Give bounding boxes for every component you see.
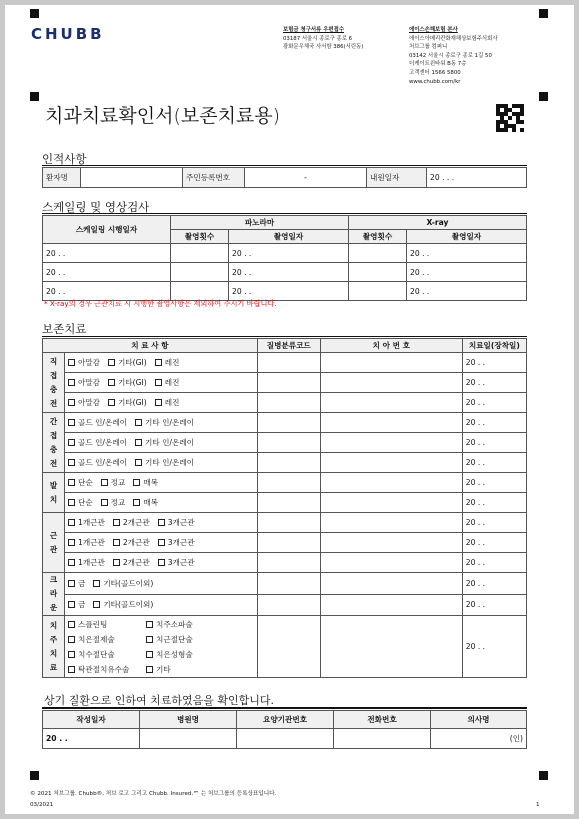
registration-mark [539,92,548,101]
checkbox-option[interactable] [113,518,150,527]
doctor-name-header: 의사명 [431,711,527,729]
divider [42,336,527,337]
checkbox-option[interactable] [108,398,147,407]
checkbox-label: 골드 인/온레이 [78,458,127,467]
checkbox-label: 단순 [78,478,93,487]
panorama-count-field[interactable] [171,282,229,301]
checkbox-option[interactable] [68,458,127,467]
section-conservative-treatment: 보존치료 [42,322,87,336]
checkbox-icon[interactable] [68,636,75,643]
tooth-number-header: 치 아 번 호 [320,339,462,353]
xray-count-field[interactable] [349,244,407,263]
treatment-date-field[interactable]: 20 . . [462,573,526,595]
xray-count-header: 촬영횟수 [349,230,407,244]
checkbox-option[interactable] [68,438,127,447]
resident-id-label: 주민등록번호 [183,168,245,188]
checkbox-label: 치은절제술 [78,634,115,644]
checkbox-icon[interactable] [135,439,142,446]
checkbox-option[interactable] [68,600,85,609]
table-row [43,616,527,678]
treatment-options [65,373,258,393]
table-row [43,413,527,433]
disease-code-field[interactable] [257,573,320,595]
treatment-date-field[interactable]: 20 . . [462,433,526,453]
treatment-date-field[interactable]: 20 . . [462,353,526,373]
tooth-number-field[interactable] [320,413,462,433]
treatment-options [65,473,258,493]
page-title: 치과치료확인서(보존치료용) [45,105,281,127]
hospital-name-field[interactable] [140,729,237,749]
treatment-date-field[interactable]: 20 . . [462,453,526,473]
patient-name-field[interactable] [81,168,183,188]
registration-mark [539,771,548,780]
table-row [43,533,527,553]
checkbox-icon[interactable] [146,636,153,643]
write-date-field[interactable]: 20 . . [43,729,140,749]
xray-date-field[interactable]: 20 . . [407,244,527,263]
table-row [43,493,527,513]
treatment-date-header: 치료일(장착일) [462,339,526,353]
treatment-items-header: 치 료 사 항 [43,339,258,353]
treatment-table [42,338,527,678]
divider [42,213,527,214]
table-row [43,353,527,373]
tooth-number-field[interactable] [320,353,462,373]
checkbox-label: 정교 [110,498,126,507]
checkbox-icon[interactable] [108,399,115,406]
checkbox-icon[interactable] [158,559,165,566]
checkbox-option[interactable] [113,558,150,567]
signature-table [42,710,527,749]
disease-code-field[interactable] [257,553,320,573]
checkbox-icon[interactable] [146,666,153,673]
checkbox-label: 1개근관 [78,538,105,547]
hospital-name-header: 병원명 [140,711,237,729]
checkbox-option[interactable] [146,649,254,660]
tooth-number-field[interactable] [320,594,462,616]
divider [42,165,527,166]
institution-number-header: 요양기관번호 [237,711,334,729]
checkbox-icon[interactable] [146,651,153,658]
table-row [43,373,527,393]
copyright-footer: © 2021 처브그룹. Chubb®, 처브 로고 그리고 Chubb. Insured.℠ 는 처브그룹의 등록상표입니다. [30,791,277,797]
treatment-category-label: 직 접 충 전 [43,353,65,413]
table-row [43,393,527,413]
checkbox-label: 레진 [164,378,180,387]
doctor-seal-field[interactable]: (인) [431,729,527,749]
treatment-category-label: 크 라 운 [43,573,65,616]
treatment-options [65,573,258,595]
visit-date-field[interactable]: 20 . . . [427,168,527,188]
treatment-options [65,533,258,553]
checkbox-option[interactable] [68,664,146,675]
disease-code-field[interactable] [257,373,320,393]
scaling-date-field[interactable]: 20 . . [43,244,171,263]
treatment-date-field[interactable]: 20 . . [462,493,526,513]
phone-number-field[interactable] [334,729,431,749]
checkbox-icon[interactable] [68,559,75,566]
checkbox-option[interactable] [68,579,85,588]
tooth-number-field[interactable] [320,513,462,533]
checkbox-icon[interactable] [133,479,140,486]
registration-mark [539,9,548,18]
checkbox-option[interactable] [133,478,158,487]
disease-code-field[interactable] [257,433,320,453]
imaging-table [42,215,527,301]
checkbox-icon[interactable] [101,499,108,506]
checkbox-icon[interactable] [68,379,75,386]
checkbox-label: 매복 [143,478,159,487]
scaling-date-field[interactable]: 20 . . [43,263,171,282]
checkbox-option[interactable] [68,478,93,487]
registration-mark [30,771,39,780]
treatment-options [65,413,258,433]
checkbox-icon[interactable] [146,621,153,628]
checkbox-option[interactable] [68,378,100,387]
checkbox-option[interactable] [155,378,180,387]
checkbox-label: 아말감 [78,398,101,407]
xray-header: X-ray [349,216,527,230]
panorama-date-field[interactable]: 20 . . [229,282,349,301]
section-personal-info: 인적사항 [42,152,87,166]
checkbox-option[interactable] [68,538,105,547]
checkbox-option[interactable] [68,398,100,407]
checkbox-icon[interactable] [108,359,115,366]
checkbox-option[interactable] [93,579,153,588]
table-row [43,594,527,616]
table-row [43,433,527,453]
disease-code-header: 질병분류코드 [257,339,320,353]
checkbox-icon[interactable] [68,601,75,608]
patient-name-label: 환자명 [43,168,81,188]
disease-code-field[interactable] [257,413,320,433]
checkbox-option[interactable] [68,358,100,367]
tooth-number-field[interactable] [320,393,462,413]
checkbox-option[interactable] [68,518,105,527]
treatment-options [65,594,258,616]
disease-code-field[interactable] [257,393,320,413]
panorama-header: 파노라마 [171,216,349,230]
checkbox-label: 아말감 [78,358,101,367]
treatment-date-field[interactable]: 20 . . [462,594,526,616]
checkbox-icon[interactable] [101,479,108,486]
checkbox-label: 치은성형술 [156,649,193,659]
patient-table [42,167,527,188]
disease-code-field[interactable] [257,493,320,513]
disease-code-field[interactable] [257,473,320,493]
checkbox-option[interactable] [68,634,146,645]
checkbox-icon[interactable] [68,359,75,366]
checkbox-label: 2개근관 [122,518,150,527]
treatment-options [65,393,258,413]
checkbox-label: 기타(GI) [118,378,147,387]
xray-count-field[interactable] [349,282,407,301]
checkbox-label: 치근절단술 [156,634,193,644]
table-row [43,513,527,533]
checkbox-option[interactable] [68,558,105,567]
section-imaging: 스케일링 및 영상검사 [42,200,150,214]
checkbox-icon[interactable] [135,459,142,466]
checkbox-option[interactable] [108,358,147,367]
treatment-category-label: 치 주 치 료 [43,616,65,678]
checkbox-label: 레진 [164,358,180,367]
tooth-number-field[interactable] [320,373,462,393]
checkbox-label: 기타 인/온레이 [145,458,194,467]
checkbox-option[interactable] [158,538,195,547]
disease-code-field[interactable] [257,594,320,616]
checkbox-option[interactable] [68,649,146,660]
checkbox-icon[interactable] [158,539,165,546]
checkbox-label: 3개근관 [167,538,195,547]
registration-mark [30,9,39,18]
checkbox-label: 기타(골드이외) [103,578,154,588]
checkbox-label: 금 [78,578,86,588]
checkbox-icon[interactable] [113,539,120,546]
checkbox-option[interactable] [158,518,195,527]
checkbox-label: 기타(GI) [118,358,147,367]
registration-mark [30,92,39,101]
checkbox-label: 기타 [156,664,171,674]
checkbox-option[interactable] [146,634,254,645]
checkbox-label: 2개근관 [122,558,150,567]
checkbox-icon[interactable] [155,399,162,406]
checkbox-icon[interactable] [93,601,100,608]
checkbox-option[interactable] [155,398,180,407]
chubb-logo: CHUBB [31,25,105,43]
claim-address: 보험금 청구서류 우편접수 03187 서울시 종로구 종로 6 광화문우체국 사서함 386(서린동) [283,27,364,51]
checkbox-label: 매복 [143,498,159,507]
checkbox-option[interactable] [101,498,126,507]
treatment-options [65,493,258,513]
tooth-number-field[interactable] [320,533,462,553]
table-row [43,573,527,595]
tooth-number-field[interactable] [320,553,462,573]
checkbox-option[interactable] [68,498,93,507]
treatment-options [65,353,258,373]
checkbox-icon[interactable] [155,379,162,386]
checkbox-label: 탁관절치유수술 [78,664,130,674]
checkbox-icon[interactable] [158,519,165,526]
checkbox-label: 3개근관 [167,558,195,567]
treatment-date-field[interactable]: 20 . . [462,413,526,433]
checkbox-icon[interactable] [68,621,75,628]
table-row [43,553,527,573]
checkbox-option[interactable] [155,358,180,367]
checkbox-icon[interactable] [68,459,75,466]
treatment-date-field[interactable]: 20 . . [462,393,526,413]
tooth-number-field[interactable] [320,493,462,513]
form-version: 03/2021 [30,802,54,808]
panorama-count-header: 촬영횟수 [171,230,229,244]
checkbox-label: 치수절단술 [78,649,115,659]
checkbox-icon[interactable] [135,419,142,426]
checkbox-icon[interactable] [133,499,140,506]
checkbox-option[interactable] [135,438,194,447]
tooth-number-field[interactable] [320,616,462,678]
write-date-header: 작성일자 [43,711,140,729]
treatment-options [65,553,258,573]
treatment-date-field[interactable]: 20 . . [462,553,526,573]
checkbox-label: 아말감 [78,378,101,387]
checkbox-label: 기타 인/온레이 [145,418,194,427]
head-office-address: 에이스손해보험 본사 에이스아메리칸화재해상보험주식회사 처브그룹 컴퍼니 03142 서울시 종로구 종로 1길 50 더케이트윈타워 B동 7층 고객센터 1566 5800 www.chubb.com/kr [409,27,498,85]
checkbox-label: 금 [78,600,86,610]
checkbox-icon[interactable] [68,479,75,486]
disease-code-field[interactable] [257,533,320,553]
panorama-count-field[interactable] [171,263,229,282]
disease-code-field[interactable] [257,513,320,533]
checkbox-label: 스플린팅 [78,619,108,629]
checkbox-icon[interactable] [68,666,75,673]
checkbox-icon[interactable] [68,399,75,406]
checkbox-label: 기타(골드이외) [103,600,154,610]
phone-number-header: 전화번호 [334,711,431,729]
confirmation-statement: 상기 질환으로 인하여 치료하였음을 확인합니다. [44,694,275,707]
checkbox-option[interactable] [146,619,254,630]
checkbox-label: 골드 인/온레이 [78,438,127,447]
checkbox-option[interactable] [68,619,146,630]
treatment-date-field[interactable]: 20 . . [462,513,526,533]
checkbox-option[interactable] [93,600,153,609]
checkbox-option[interactable] [158,558,195,567]
treatment-options [65,453,258,473]
table-row [43,453,527,473]
checkbox-option[interactable] [133,498,158,507]
tooth-number-field[interactable] [320,433,462,453]
xray-date-field[interactable]: 20 . . [407,263,527,282]
treatment-date-field[interactable]: 20 . . [462,533,526,553]
checkbox-label: 2개근관 [122,538,150,547]
treatment-category-label: 근 관 [43,513,65,573]
disease-code-field[interactable] [257,353,320,373]
panorama-date-field[interactable]: 20 . . [229,263,349,282]
scaling-header: 스케일링 시행일자 [43,216,171,244]
checkbox-icon[interactable] [68,539,75,546]
xray-date-header: 촬영일자 [407,230,527,244]
page-number: 1 [536,802,540,808]
checkbox-label: 골드 인/온레이 [78,418,127,427]
treatment-date-field[interactable]: 20 . . [462,473,526,493]
table-row [43,473,527,493]
checkbox-label: 1개근관 [78,518,105,527]
resident-id-field[interactable]: - [245,168,367,188]
perio-options [65,616,258,678]
xray-date-field[interactable]: 20 . . [407,282,527,301]
checkbox-label: 레진 [164,398,180,407]
checkbox-icon[interactable] [93,580,100,587]
checkbox-icon[interactable] [68,419,75,426]
institution-number-field[interactable] [237,729,334,749]
checkbox-icon[interactable] [68,519,75,526]
checkbox-option[interactable] [146,664,254,675]
checkbox-label: 정교 [110,478,126,487]
tooth-number-field[interactable] [320,453,462,473]
panorama-date-field[interactable]: 20 . . [229,244,349,263]
xray-note: * X-ray의 경우 근관치료 시 시행한 촬영사항은 제외하여 주시기 바랍니다. [44,299,277,308]
checkbox-icon[interactable] [155,359,162,366]
checkbox-option[interactable] [113,538,150,547]
checkbox-option[interactable] [135,418,194,427]
treatment-date-field[interactable]: 20 . . [462,616,526,678]
checkbox-icon[interactable] [113,519,120,526]
panorama-date-header: 촬영일자 [229,230,349,244]
treatment-options [65,513,258,533]
tooth-number-field[interactable] [320,573,462,595]
checkbox-icon[interactable] [68,580,75,587]
qr-code-icon [496,104,524,132]
tooth-number-field[interactable] [320,473,462,493]
treatment-options [65,433,258,453]
checkbox-label: 기타 인/온레이 [145,438,194,447]
disease-code-field[interactable] [257,616,320,678]
checkbox-icon[interactable] [108,379,115,386]
xray-count-field[interactable] [349,263,407,282]
treatment-category-label: 발 치 [43,473,65,513]
divider [42,707,527,709]
visit-date-label: 내원일자 [367,168,427,188]
checkbox-label: 치주소파술 [156,619,193,629]
treatment-date-field[interactable]: 20 . . [462,373,526,393]
checkbox-icon[interactable] [113,559,120,566]
treatment-category-label: 간 접 충 전 [43,413,65,473]
checkbox-option[interactable] [135,458,194,467]
checkbox-option[interactable] [101,478,126,487]
checkbox-icon[interactable] [68,499,75,506]
checkbox-label: 기타(GI) [118,398,147,407]
checkbox-option[interactable] [68,418,127,427]
scaling-date-field[interactable]: 20 . . [43,282,171,301]
checkbox-label: 3개근관 [167,518,195,527]
checkbox-label: 단순 [78,498,93,507]
checkbox-label: 1개근관 [78,558,105,567]
disease-code-field[interactable] [257,453,320,473]
panorama-count-field[interactable] [171,244,229,263]
checkbox-option[interactable] [108,378,147,387]
checkbox-icon[interactable] [68,439,75,446]
checkbox-icon[interactable] [68,651,75,658]
